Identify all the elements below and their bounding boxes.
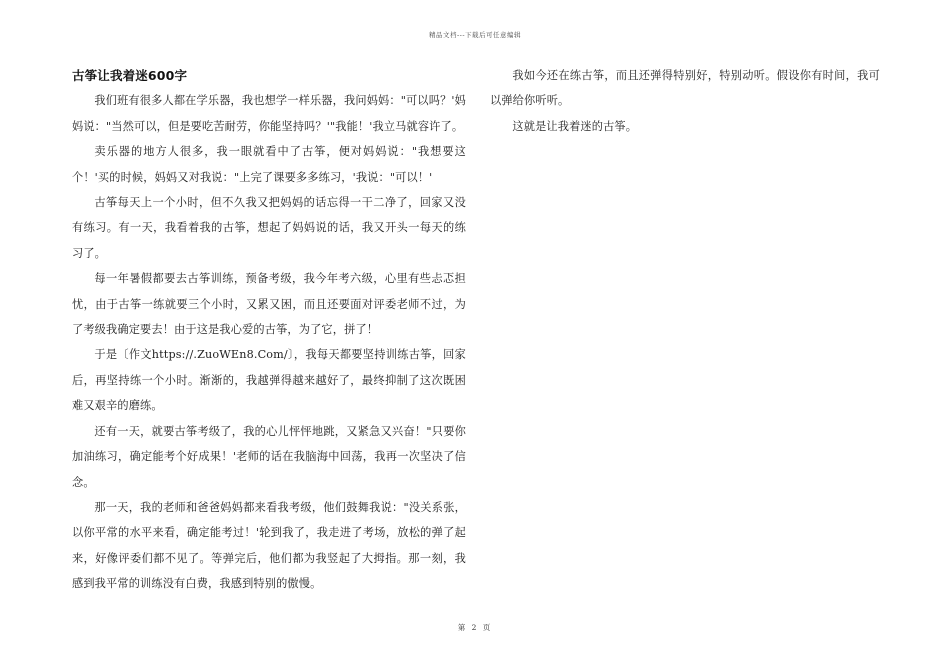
paragraph-6: 还有一天，就要古筝考级了，我的心儿怦怦地跳，又紧急又兴奋！"只要你加油练习，确定能考个好成果！'老师的话在我脑海中回荡，我再一次坚决了信念。 [72,424,466,489]
paragraph-4: 每一年暑假都要去古筝训练，预备考级，我今年考六级，心里有些忐忑担忧，由于古筝一练就要三个小时，又累又困，而且还要面对评委老师不过，为了考级我确定要去！由于这是我心爱的古筝，为了它，拼了！ [72,272,466,337]
paragraph-8: 我如今还在练古筝，而且还弹得特别好，特别动听。假设你有时间，我可以弹给你听听。 [490,69,880,108]
page-number: 第 2 页 [457,623,493,632]
article-title: 古筝让我着迷600字 [72,68,188,83]
paragraph-2: 卖乐器的地方人很多，我一眼就看中了古筝，便对妈妈说："我想要这个！'买的时候，妈妈又对我说："上完了课要多多练习，'我说："可以！' [72,145,466,184]
right-column [490,63,880,139]
paragraph-9: 这就是让我着迷的古筝。 [512,119,638,133]
paragraph-1: 我们班有很多人都在学乐器，我也想学一样乐器，我问妈妈："可以吗？'妈妈说："当然可以，但是要吃苦耐劳，你能坚持吗？'"我能！'我立马就容许了。 [72,94,466,133]
left-column [72,63,466,597]
paragraph-5: 于是〔作文https://.ZuoWEn8.Com/〕，我每天都要坚持训练古筝，回家后，再坚持练一个小时。渐渐的，我越弹得越来越好了，最终抑制了这次既困难又艰辛的磨练。 [72,348,466,413]
page-header: 精品文档---下载后可任意编辑 [428,31,522,39]
paragraph-7: 那一天，我的老师和爸爸妈妈都来看我考级，他们鼓舞我说："没关系张，以你平常的水平来看，确定能考过！'轮到我了，我走进了考场，放松的弹了起来，好像评委们都不见了。等弹完后，他们都为我竖起了大拇指。那一刻，我感到我平常的训练没有白费，我感到特别的傲慢。 [72,500,466,591]
paragraph-3: 古筝每天上一个小时，但不久我又把妈妈的话忘得一干二净了，回家又没有练习。有一天，我看着我的古筝，想起了妈妈说的话，我又开头一每天的练习了。 [72,196,466,260]
